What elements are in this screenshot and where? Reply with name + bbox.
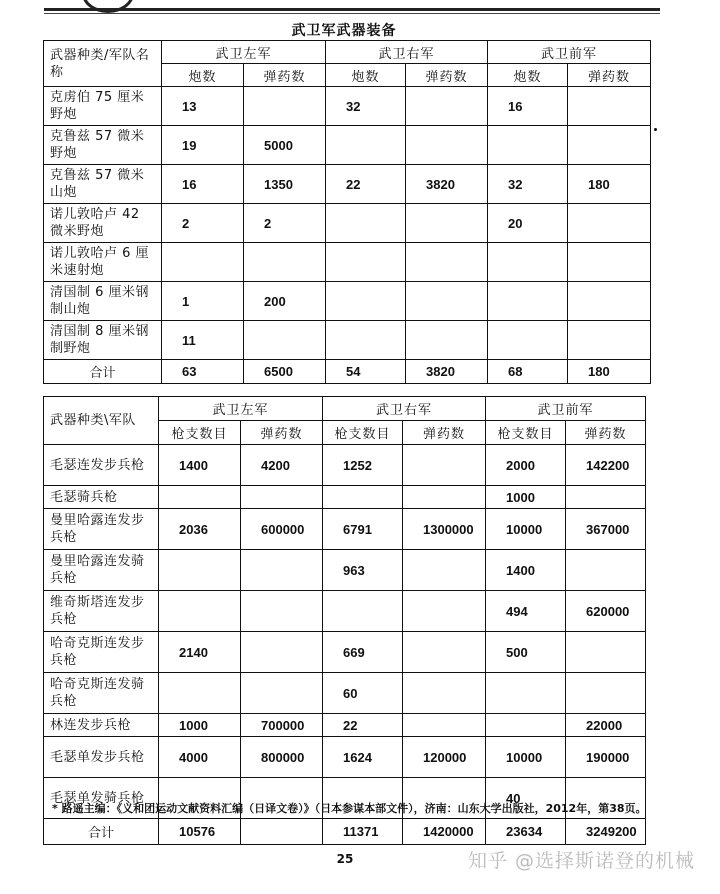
table2-row-label: 曼里哈露连发步兵枪: [44, 509, 159, 550]
table2-cell: 10000: [486, 737, 566, 778]
table2-army-header: 武卫前军: [486, 397, 646, 421]
table1-cell: [568, 321, 651, 360]
table2-cell: 669: [323, 632, 403, 673]
table1-row: [44, 282, 651, 321]
page-number: 25: [336, 852, 354, 866]
table1-cell: 1350: [244, 165, 326, 204]
table2-row-label: 毛瑟连发步兵枪: [44, 445, 159, 486]
table2-subheader: 弹药数: [566, 421, 646, 445]
table1-subheader: 弹药数: [406, 64, 488, 87]
artillery-table: [43, 40, 651, 384]
table1-cell: 32: [488, 165, 568, 204]
table1-cell: [326, 282, 406, 321]
table2-cell: 2140: [159, 632, 241, 673]
table1-row-label: 诺儿敦哈卢 6 厘米速射炮: [44, 243, 162, 282]
table2-total-cell: 23634: [486, 819, 566, 845]
table1-cell: 200: [244, 282, 326, 321]
table1-row-label: 清国制 8 厘米钢制野炮: [44, 321, 162, 360]
table1-total-cell: 54: [326, 360, 406, 384]
table2-row: [44, 445, 646, 486]
table1-cell: 11: [162, 321, 244, 360]
table2-cell: [403, 714, 486, 737]
table1-total-row: [44, 360, 651, 384]
page-title: 武卫军武器装备: [291, 23, 397, 39]
header-rule-thin: [44, 13, 660, 14]
table1-cell: [568, 87, 651, 126]
table1-row-label: 清国制 6 厘米钢制山炮: [44, 282, 162, 321]
table2-subheader: 枪支数目: [486, 421, 566, 445]
table2-cell: [403, 445, 486, 486]
table2-cell: 1300000: [403, 509, 486, 550]
table2-cell: [241, 632, 323, 673]
table1-row: [44, 243, 651, 282]
table1-cell: [568, 204, 651, 243]
table1-cell: [488, 282, 568, 321]
table2-cell: 4000: [159, 737, 241, 778]
table1-cell: 5000: [244, 126, 326, 165]
table2-cell: 142200: [566, 445, 646, 486]
header-arc-decoration: [82, 0, 134, 13]
table1-total-cell: 180: [568, 360, 651, 384]
table1-subheader: 炮数: [162, 64, 244, 87]
table1-cell: [406, 204, 488, 243]
header-rule: [44, 8, 660, 11]
table1-row-label: 诺儿敦哈卢 42 微米野炮: [44, 204, 162, 243]
table2-cell: [159, 550, 241, 591]
table1-cell: 22: [326, 165, 406, 204]
table2-row: [44, 632, 646, 673]
table2-cell: 963: [323, 550, 403, 591]
table1-cell: 1: [162, 282, 244, 321]
table2-cell: 800000: [241, 737, 323, 778]
table2-row-label: 哈奇克斯连发骑兵枪: [44, 673, 159, 714]
table1-row-label: 克虏伯 75 厘米野炮: [44, 87, 162, 126]
table1-cell: [326, 243, 406, 282]
table2-cell: [323, 486, 403, 509]
table2-cell: 2036: [159, 509, 241, 550]
table2-cell: 500: [486, 632, 566, 673]
table2-subheader: 弹药数: [241, 421, 323, 445]
table1-row: [44, 87, 651, 126]
table1-cell: 19: [162, 126, 244, 165]
table1-subheader: 弹药数: [244, 64, 326, 87]
table1-body: [44, 87, 651, 360]
table2-row: [44, 591, 646, 632]
table1-total-cell: 68: [488, 360, 568, 384]
table2-cell: 1000: [486, 486, 566, 509]
table2-row-label: 曼里哈露连发骑兵枪: [44, 550, 159, 591]
table2-cell: 620000: [566, 591, 646, 632]
table2-cell: 494: [486, 591, 566, 632]
table1-total-cell: 6500: [244, 360, 326, 384]
table1-cell: [488, 243, 568, 282]
table2-cell: 40: [486, 778, 566, 819]
table2-cell: [403, 550, 486, 591]
table1-cell: [326, 204, 406, 243]
table1-cell: [406, 87, 488, 126]
table1-cell: [326, 126, 406, 165]
table2-cell: 367000: [566, 509, 646, 550]
rifle-table: [43, 396, 646, 845]
table2-row: [44, 486, 646, 509]
table1-cell: 16: [488, 87, 568, 126]
table2-cell: [403, 673, 486, 714]
table1-subheader: 炮数: [488, 64, 568, 87]
table2-cell: [241, 550, 323, 591]
table2-cell: [566, 550, 646, 591]
table2-row: [44, 509, 646, 550]
table2-row: [44, 737, 646, 778]
table2-cell: [241, 673, 323, 714]
table2-total-label: 合计: [44, 819, 159, 845]
table1-total-cell: 3820: [406, 360, 488, 384]
table1-cell: 2: [162, 204, 244, 243]
table2-cell: [241, 486, 323, 509]
table1-cell: [244, 243, 326, 282]
table1-cell: [488, 126, 568, 165]
table2-army-header: 武卫右军: [323, 397, 486, 421]
table2-cell: [566, 632, 646, 673]
table1-cell: 2: [244, 204, 326, 243]
table2-subheader: 枪支数目: [159, 421, 241, 445]
table2-total-cell: 10576: [159, 819, 241, 845]
table2-cell: 1252: [323, 445, 403, 486]
table1-row-label: 克鲁兹 57 微米野炮: [44, 126, 162, 165]
table1-cell: [162, 243, 244, 282]
table1-cell: [326, 321, 406, 360]
table1-total-cell: 63: [162, 360, 244, 384]
table2-cell: 1400: [486, 550, 566, 591]
table1-row: [44, 321, 651, 360]
table1-army-header: 武卫左军: [162, 41, 326, 64]
table2-army-header: 武卫左军: [159, 397, 323, 421]
table1-army-header: 武卫右军: [326, 41, 488, 64]
table2-corner-header: 武器种类\军队: [44, 397, 159, 445]
table1-cell: [568, 282, 651, 321]
table1-cell: [406, 126, 488, 165]
table2-cell: 1624: [323, 737, 403, 778]
table1-row: [44, 126, 651, 165]
table1-cell: [406, 243, 488, 282]
table2-cell: 22000: [566, 714, 646, 737]
table2-cell: [486, 714, 566, 737]
table2-row-label: 毛瑟单发步兵枪: [44, 737, 159, 778]
table2-total-cell: 3249200: [566, 819, 646, 845]
table2-row: [44, 714, 646, 737]
table2-cell: 120000: [403, 737, 486, 778]
table1-subheader: 炮数: [326, 64, 406, 87]
table2-cell: 6791: [323, 509, 403, 550]
table2-row-label: 毛瑟单发骑兵枪: [44, 778, 159, 819]
table2-row-label: 林连发步兵枪: [44, 714, 159, 737]
table2-total-cell: [241, 819, 323, 845]
table1-row: [44, 204, 651, 243]
table2-cell: [403, 591, 486, 632]
table1-total-label: 合计: [44, 360, 162, 384]
table2-row-label: 哈奇克斯连发步兵枪: [44, 632, 159, 673]
table1-cell: [244, 321, 326, 360]
table2-cell: 700000: [241, 714, 323, 737]
table1-cell: 13: [162, 87, 244, 126]
footnote: * 路遥主编：《义和团运动文献资料汇编（日译文卷）》（日本参谋本部文件），济南：山东大学出版社，2012年，第38页。: [52, 802, 647, 815]
table1-row: [44, 165, 651, 204]
table2-cell: 10000: [486, 509, 566, 550]
table2-body: [44, 445, 646, 819]
table2-cell: 1000: [159, 714, 241, 737]
table1-cell: [406, 282, 488, 321]
table1-cell: 16: [162, 165, 244, 204]
table1-cell: [406, 321, 488, 360]
margin-dot: [654, 128, 657, 131]
table2-cell: [159, 486, 241, 509]
table1-cell: [488, 321, 568, 360]
table2-cell: [403, 486, 486, 509]
table2-cell: 60: [323, 673, 403, 714]
table2-cell: [566, 673, 646, 714]
table2-cell: [566, 486, 646, 509]
table1-cell: [568, 243, 651, 282]
table1-row-label: 克鲁兹 57 微米山炮: [44, 165, 162, 204]
table2-cell: [159, 591, 241, 632]
table1-subheader: 弹药数: [568, 64, 651, 87]
table2-total-cell: 1420000: [403, 819, 486, 845]
table2-total-row: [44, 819, 646, 845]
table1-cell: 32: [326, 87, 406, 126]
table1-corner-header: 武器种类/军队名称: [44, 41, 162, 87]
table1-cell: 180: [568, 165, 651, 204]
table2-total-cell: 11371: [323, 819, 403, 845]
watermark: 知乎 @选择斯诺登的机械: [468, 850, 696, 872]
table2-cell: [323, 591, 403, 632]
table2-cell: 2000: [486, 445, 566, 486]
table2-cell: [241, 591, 323, 632]
table2-cell: 1400: [159, 445, 241, 486]
table1-army-header: 武卫前军: [488, 41, 651, 64]
table1-cell: 20: [488, 204, 568, 243]
table2-row-label: 维奇斯塔连发步兵枪: [44, 591, 159, 632]
table2-subheader: 枪支数目: [323, 421, 403, 445]
table1-cell: [244, 87, 326, 126]
table2-subheader: 弹药数: [403, 421, 486, 445]
table2-cell: 600000: [241, 509, 323, 550]
table2-row: [44, 550, 646, 591]
table2-cell: [159, 673, 241, 714]
table1-cell: [568, 126, 651, 165]
table2-cell: 22: [323, 714, 403, 737]
table2-row-label: 毛瑟骑兵枪: [44, 486, 159, 509]
table2-cell: [486, 673, 566, 714]
table1-cell: 3820: [406, 165, 488, 204]
table2-cell: 4200: [241, 445, 323, 486]
table2-cell: [403, 632, 486, 673]
table2-cell: 190000: [566, 737, 646, 778]
table2-row: [44, 673, 646, 714]
